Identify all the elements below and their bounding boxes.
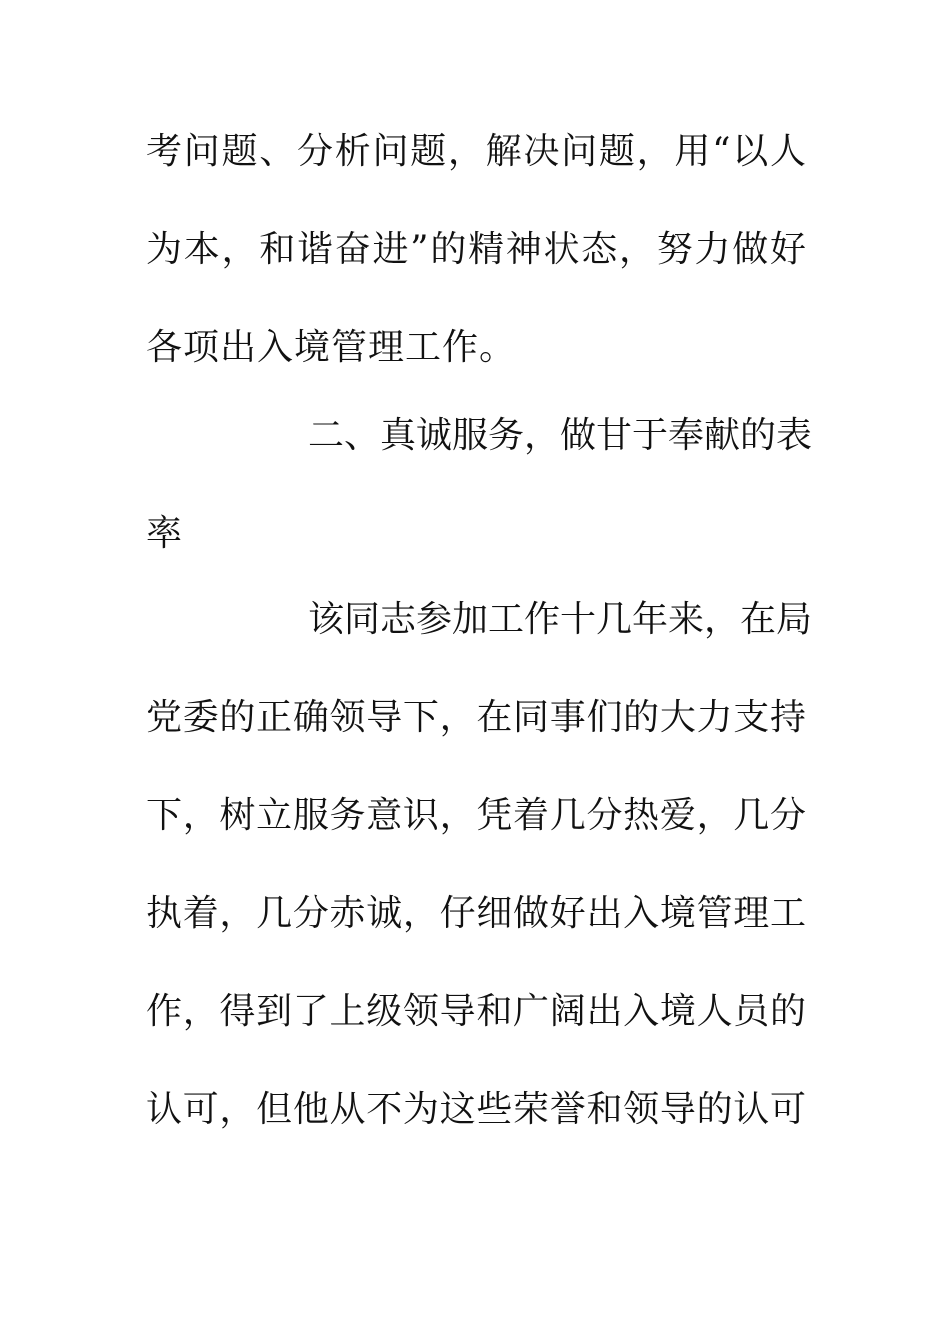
body-text-line: 考问题、分析问题，解决问题，用“以人 bbox=[146, 131, 806, 172]
body-text-line: 认可，但他从不为这些荣誉和领导的认可 bbox=[146, 1089, 806, 1130]
paragraph-first-line: 该同志参加工作十几年来，在局 bbox=[308, 599, 813, 640]
body-text-line: 为本，和谐奋进”的精神状态，努力做好 bbox=[146, 229, 806, 270]
body-text-line: 作，得到了上级领导和广阔出入境人员的 bbox=[146, 991, 806, 1032]
body-text-line: 各项出入境管理工作。 bbox=[146, 327, 517, 368]
body-text-line: 下，树立服务意识，凭着几分热爱，几分 bbox=[146, 795, 806, 836]
body-text-line: 执着，几分赤诚，仔细做好出入境管理工 bbox=[146, 893, 806, 934]
section-heading: 二、真诚服务，做甘于奉献的表 bbox=[308, 415, 813, 456]
section-heading-continuation: 率 bbox=[146, 513, 184, 554]
body-text-line: 党委的正确领导下，在同事们的大力支持 bbox=[146, 697, 806, 738]
